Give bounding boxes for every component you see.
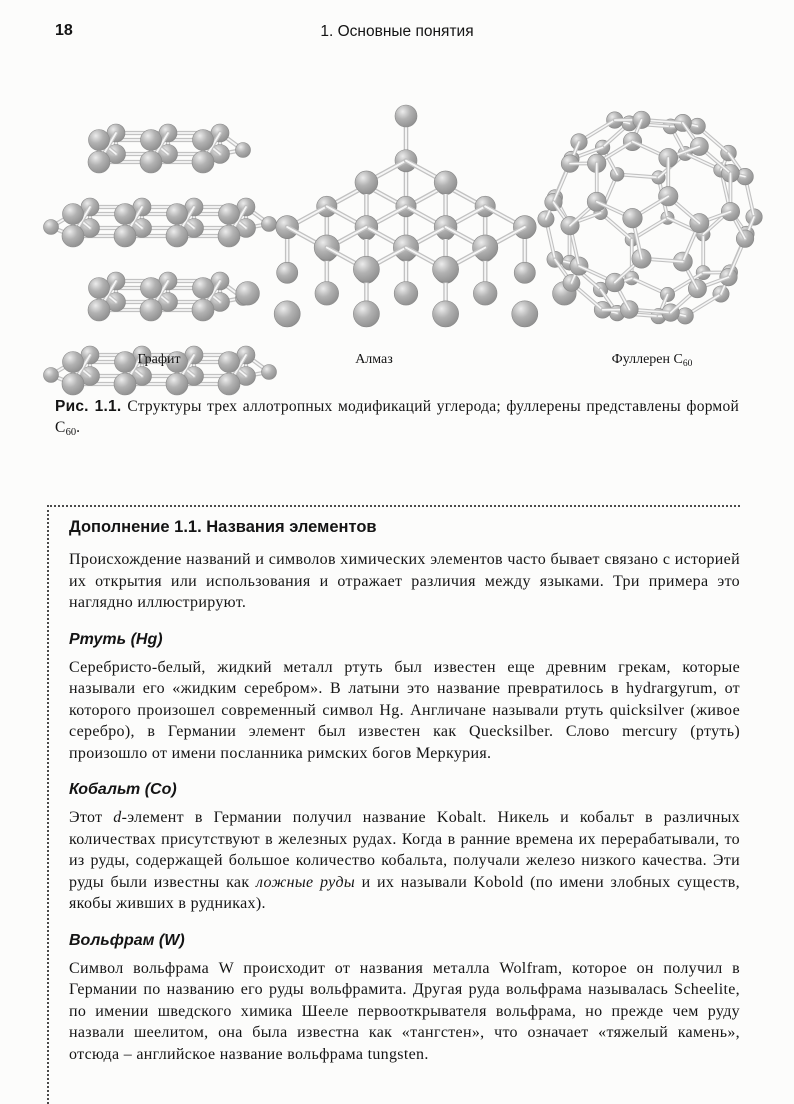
section-tungsten [69, 932, 740, 1066]
label-diamond: Алмаз [355, 352, 393, 367]
section-cobalt [69, 781, 740, 915]
section-body-tungsten: Символ вольфрама W происходит от названия металла Wolfram, которое он получил в Германии по названию его руды вольфрамита. Другая руда вольфрама называлась Scheelite, по имении шведского химика Шееле первооткрывателя вольфрама, но прежде чем руду назвали шеелитом, она была известна как «тангстен», что означает «тяжелый камень», отсюда – английское название вольфрама tungsten. [69, 959, 740, 1063]
page-number: 18 [55, 22, 73, 39]
section-heading-mercury: Ртуть (Hg) [69, 630, 163, 648]
supplement-intro: Происхождение названий и символов химических элементов часто бывает связано с историей их открытия или использования и отражает различия между языками. Три примера это наглядно иллюстрируют. [69, 551, 740, 611]
section-body-mercury: Серебристо-белый, жидкий металл ртуть был известен еще древним грекам, которые называли его «жидким серебром». В латыни это название превратилось в hydrargyrum, от которого произошел современный символ Hg. Англичане называли ртуть quicksilver (живое серебро), в Германии элемент был известен как Quecksilber. Слово mercury (ртуть) произошло от имени посланника римских богов Меркурия. [69, 658, 740, 762]
section-mercury [69, 631, 740, 765]
graphite-structure-image [54, 120, 274, 415]
diamond-structure-image [266, 82, 546, 372]
supplement-box [47, 505, 740, 1104]
label-fullerene: Фуллерен $С_{60}$ [611, 352, 693, 369]
running-head: 1. Основные понятия [320, 23, 474, 40]
supplement-title: Дополнение 1.1. Названия элементов [69, 518, 377, 536]
label-graphite: Графит [137, 352, 181, 367]
figure-caption: Рис. 1.1. Структуры трех аллотропных модификаций углерода; фуллерены представлены формой $С_{60}$. [55, 398, 739, 439]
section-heading-tungsten: Вольфрам (W) [69, 931, 185, 949]
fullerene-structure-image [538, 96, 762, 348]
figure-1-1 [0, 58, 794, 388]
section-body-cobalt: Этот d-элемент в Германии получил название Kobalt. Никель и кобальт в различных количествах присутствуют в железных рудах. Когда в ранние времена их перерабатывали, то из руды, содержащей большое количество кобальта, получали железо низкого качества. Эти руды были известны как ложные руды и их называли Kobold (по имени злобных существ, якобы живших в рудниках). [69, 809, 740, 912]
section-heading-cobalt: Кобальт (Со) [69, 781, 177, 798]
